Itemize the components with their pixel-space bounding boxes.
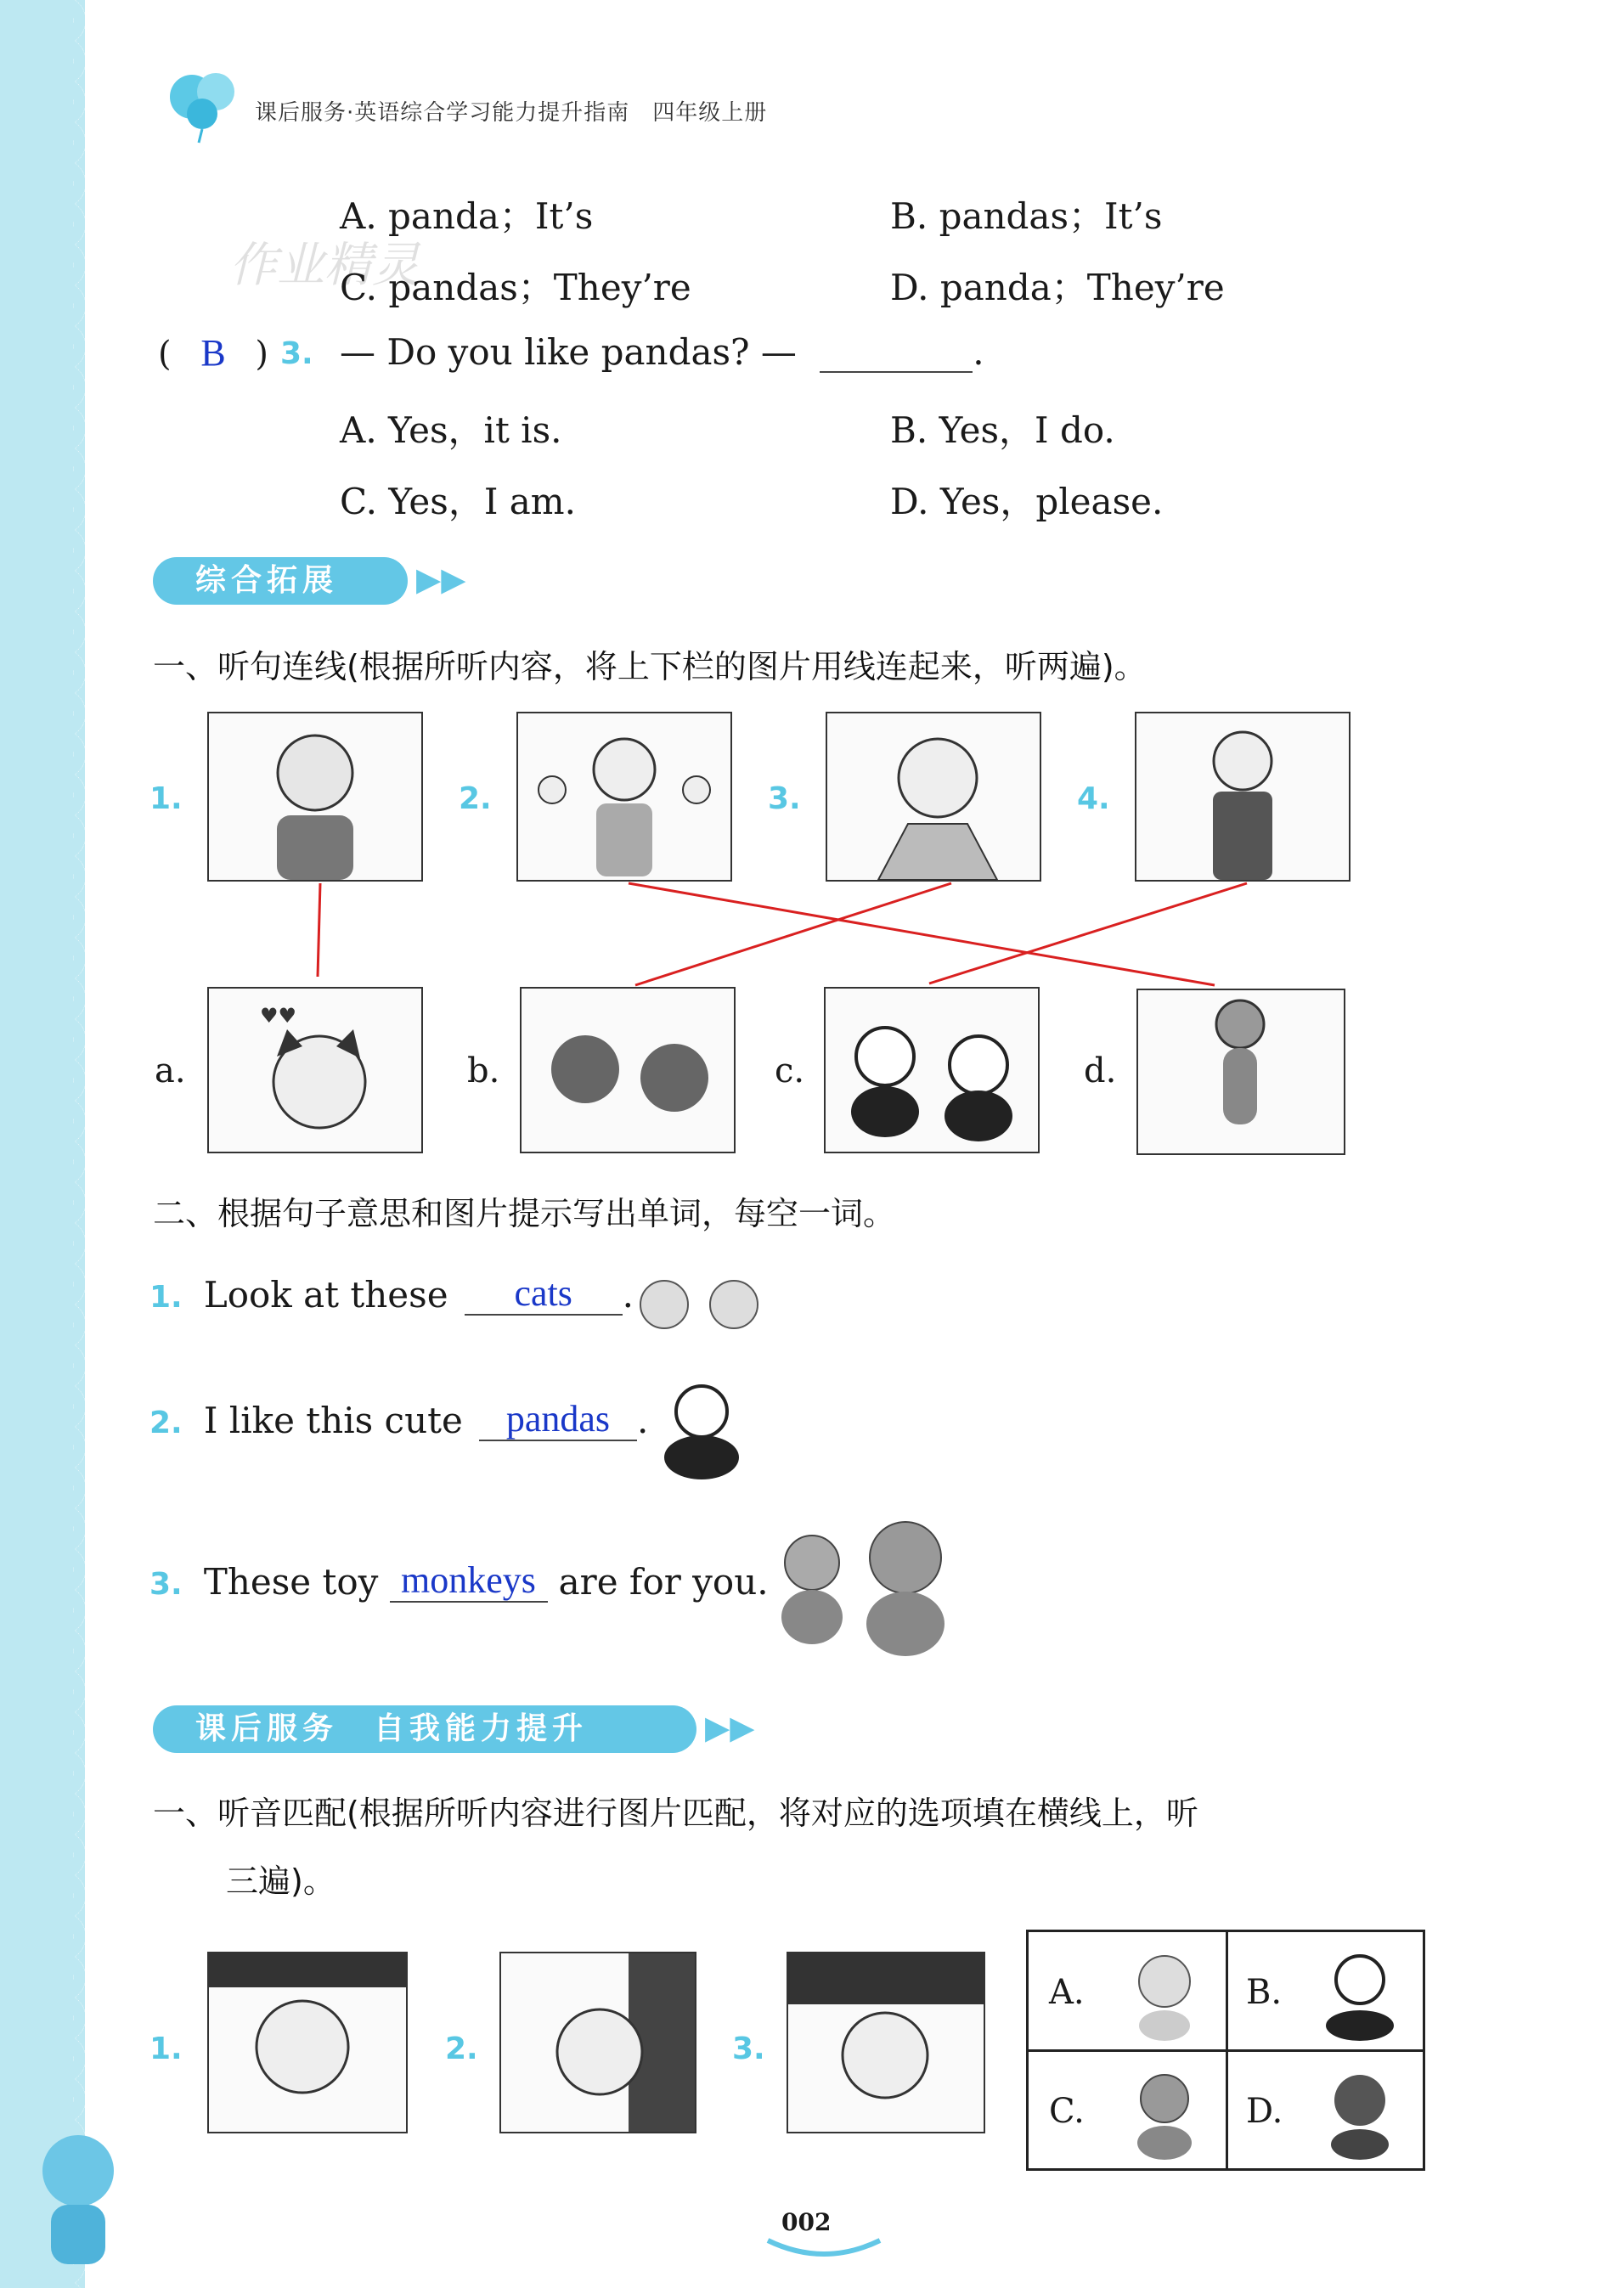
bottom-label-c: c. (775, 1051, 805, 1090)
q2-option-b: B. pandas；It’s (890, 195, 1163, 237)
q3-question: — Do you like pandas? — . (340, 331, 984, 373)
option-d-label: D. (1246, 2092, 1283, 2131)
bottom-picture-c-pandas[interactable] (824, 987, 1040, 1153)
fill-item-3-answer[interactable]: monkeys (390, 1564, 548, 1603)
match-label-2: 2. (445, 2032, 478, 2066)
option-a-label: A. (1049, 1973, 1085, 2012)
top-label-4: 4. (1077, 781, 1110, 816)
bottom-picture-b-dogs[interactable] (520, 987, 736, 1153)
section-banner-after-class: 课后服务 自我能力提升 (153, 1705, 696, 1753)
fill-item-2: 2. I like this cute pandas . (149, 1398, 649, 1441)
cats-hint-icon (629, 1264, 773, 1345)
double-arrow-icon-2: ▶▶ (705, 1709, 755, 1746)
section-banner-comprehensive: 综合拓展 (153, 557, 408, 605)
section3-title-line2: 三遍)。 (226, 1863, 336, 1900)
cat-icon (209, 989, 421, 1152)
q3-answer[interactable]: B (200, 332, 226, 374)
fill-item-1-number: 1. (149, 1280, 183, 1315)
q3-option-c: C. Yes，I am. (340, 481, 576, 522)
section1-title: 一、听句连线(根据所听内容，将上下栏的图片用线连起来，听两遍)。 (153, 648, 1147, 685)
match-lines (0, 0, 1624, 1019)
bottom-picture-d-monkey[interactable] (1136, 989, 1345, 1155)
fill-item-2-answer[interactable]: pandas (479, 1402, 637, 1441)
girl-pointing-icon (209, 1953, 406, 2132)
q3-option-d: D. Yes，please. (890, 481, 1164, 522)
match-line-1a (318, 883, 320, 977)
dog-option-icon (1309, 2058, 1411, 2163)
fill-item-1: 1. Look at these cats . (149, 1272, 634, 1316)
match-label-1: 1. (149, 2032, 183, 2066)
bottom-label-a: a. (155, 1051, 186, 1090)
section3-title-line1: 一、听音匹配(根据所听内容进行图片匹配，将对应的选项填在横线上，听 (153, 1795, 1198, 1832)
q3-answer-bracket: ( B ) (158, 332, 269, 374)
top-label-1: 1. (149, 781, 183, 816)
q2-option-a: A. panda；It’s (340, 195, 594, 237)
monkey-option-icon (1114, 2058, 1215, 2163)
q2-option-d: D. panda；They’re (890, 267, 1225, 308)
fill-item-1-text: Look at these (203, 1274, 448, 1316)
top-label-3: 3. (768, 781, 801, 816)
match-label-3: 3. (732, 2032, 765, 2066)
q2-option-c: C. pandas；They’re (340, 267, 691, 308)
match-line-2d (629, 883, 1215, 985)
svg-text:♥♥: ♥♥ (260, 1004, 297, 1028)
options-grid (1026, 1930, 1425, 2171)
fill-item-3-text: These toy (203, 1561, 379, 1603)
match-picture-1-girl[interactable] (207, 1952, 408, 2133)
section2-title: 二、根据句子意思和图片提示写出单词，每空一词。 (153, 1195, 896, 1232)
match-line-3b (635, 883, 951, 985)
top-label-2: 2. (459, 781, 492, 816)
boy-arms-up-icon (788, 1953, 984, 2132)
dogs-icon (522, 989, 734, 1152)
panda-hint-icon (646, 1372, 764, 1483)
page-number: 002 (781, 2208, 832, 2236)
monkey-icon (1138, 990, 1344, 1153)
match-picture-2-girl-glasses[interactable] (499, 1952, 696, 2133)
header-title: 课后服务·英语综合学习能力提升指南 四年级上册 (255, 100, 768, 126)
bottom-label-b: b. (467, 1051, 500, 1090)
match-line-4c (929, 883, 1247, 983)
watermark: 作业精灵 (229, 238, 420, 293)
fill-item-2-text: I like this cute (203, 1400, 463, 1441)
q3-option-b: B. Yes，I do. (890, 409, 1115, 451)
cat-option-icon (1114, 1942, 1215, 2043)
monkeys-hint-icon (770, 1512, 990, 1665)
bottom-picture-a-cat[interactable] (207, 987, 423, 1153)
q3-option-a: A. Yes，it is. (340, 409, 562, 451)
q3-number: 3. (280, 336, 313, 371)
pandas-icon (826, 989, 1038, 1152)
option-b-label: B. (1246, 1973, 1283, 2012)
girl-glasses-icon (501, 1953, 695, 2132)
boy-mascot-icon (25, 2123, 136, 2285)
panda-option-icon (1309, 1942, 1411, 2043)
fill-item-3: 3. These toy monkeys are for you. (149, 1559, 769, 1603)
option-c-label: C. (1049, 2092, 1085, 2131)
fill-item-3-number: 3. (149, 1567, 183, 1602)
double-arrow-icon: ▶▶ (416, 561, 466, 598)
fill-item-2-number: 2. (149, 1406, 183, 1440)
match-picture-3-boy[interactable] (787, 1952, 985, 2133)
fill-item-1-answer[interactable]: cats (465, 1276, 623, 1316)
bottom-label-d: d. (1084, 1051, 1117, 1090)
page-number-ribbon-icon (764, 2234, 883, 2268)
